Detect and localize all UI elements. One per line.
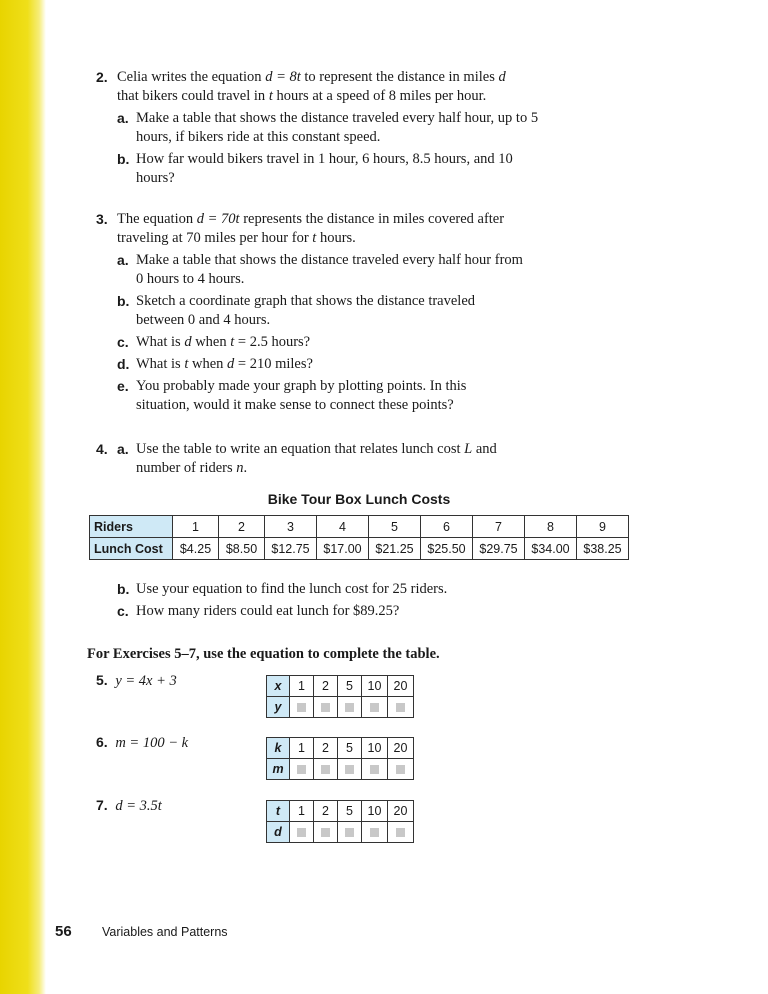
exercises-instruction: For Exercises 5–7, use the equation to complete the table. <box>87 646 440 662</box>
table-row <box>267 822 414 843</box>
table-cell: 20 <box>388 676 414 697</box>
table-cell: 2 <box>314 676 338 697</box>
exercise-5: 5. y = 4x + 3 <box>96 672 177 689</box>
question-part: a. Use the table to write an equation that relates lunch cost L and number of riders n. <box>117 441 497 476</box>
row-header: d <box>267 822 290 843</box>
table-cell: 1 <box>290 738 314 759</box>
question-part: a. Make a table that shows the distance traveled every half hour, up to 5 hours, if bikers ride at this constant speed. <box>117 110 539 145</box>
table-row <box>267 697 414 718</box>
table-cell: 5 <box>338 801 362 822</box>
table-cell: 1 <box>290 676 314 697</box>
row-header: Riders <box>90 516 173 538</box>
equation: d = 3.5t <box>115 798 162 814</box>
table-row <box>267 801 414 822</box>
table-cell: 20 <box>388 738 414 759</box>
table-cell: 2 <box>314 738 338 759</box>
exercise-5-table <box>266 675 414 718</box>
question-part: c. What is d when t = 2.5 hours? <box>117 334 311 350</box>
exercise-6: 6. m = 100 − k <box>96 734 189 751</box>
table-cell: $34.00 <box>525 538 577 560</box>
row-header: Lunch Cost <box>90 538 173 560</box>
table-row <box>267 759 414 780</box>
answer-blank[interactable] <box>338 697 362 718</box>
question-part: d. What is t when d = 210 miles? <box>117 356 313 372</box>
page-number: 56 <box>55 923 72 940</box>
answer-blank[interactable] <box>314 697 338 718</box>
row-header: y <box>267 697 290 718</box>
table-cell: 2 <box>314 801 338 822</box>
table-cell: $25.50 <box>421 538 473 560</box>
row-header: m <box>267 759 290 780</box>
question-stem: The equation d = 70t represents the distance in miles covered after traveling at 70 miles per hour for t hours. <box>117 211 505 246</box>
table-cell: 10 <box>362 801 388 822</box>
answer-blank[interactable] <box>388 759 414 780</box>
question-number: 2. <box>96 69 108 85</box>
question-part: b. Sketch a coordinate graph that shows the distance traveled between 0 and 4 hours. <box>117 293 476 328</box>
exercise-7: 7. d = 3.5t <box>96 797 162 814</box>
lunch-cost-table <box>89 515 629 560</box>
table-cell: 5 <box>338 738 362 759</box>
answer-blank[interactable] <box>338 822 362 843</box>
table-cell: $21.25 <box>369 538 421 560</box>
answer-blank[interactable] <box>388 822 414 843</box>
answer-blank[interactable] <box>362 822 388 843</box>
answer-blank[interactable] <box>388 697 414 718</box>
row-header: x <box>267 676 290 697</box>
table-cell: 1 <box>290 801 314 822</box>
table-row <box>90 516 629 538</box>
table-cell: $38.25 <box>577 538 629 560</box>
question-number: 4. <box>96 441 108 457</box>
yellow-margin-strip <box>0 0 46 994</box>
answer-blank[interactable] <box>362 697 388 718</box>
question-part: e. You probably made your graph by plotting points. In this situation, would it make sense to connect these points? <box>117 378 467 413</box>
exercise-7-table <box>266 800 414 843</box>
table-cell: 9 <box>577 516 629 538</box>
table-cell: $8.50 <box>219 538 265 560</box>
table-cell: 7 <box>473 516 525 538</box>
answer-blank[interactable] <box>290 822 314 843</box>
question-stem: Celia writes the equation d = 8t to represent the distance in miles d that bikers could travel in t hours at a speed of 8 miles per hour. <box>117 69 506 104</box>
unit-title: Variables and Patterns <box>102 925 228 939</box>
table-cell: $17.00 <box>317 538 369 560</box>
exercise-6-table <box>266 737 414 780</box>
table-cell: 10 <box>362 676 388 697</box>
table-cell: $29.75 <box>473 538 525 560</box>
question-part: b. How far would bikers travel in 1 hour, 6 hours, 8.5 hours, and 10 hours? <box>117 151 513 186</box>
table-row <box>267 738 414 759</box>
equation: m = 100 − k <box>115 735 189 751</box>
table-cell: 5 <box>369 516 421 538</box>
table-title: Bike Tour Box Lunch Costs <box>267 491 451 507</box>
table-cell: 6 <box>421 516 473 538</box>
table-cell: 8 <box>525 516 577 538</box>
answer-blank[interactable] <box>314 759 338 780</box>
table-row <box>90 538 629 560</box>
table-cell: 3 <box>265 516 317 538</box>
answer-blank[interactable] <box>290 759 314 780</box>
table-cell: $12.75 <box>265 538 317 560</box>
table-cell: 2 <box>219 516 265 538</box>
table-cell: 4 <box>317 516 369 538</box>
table-row <box>267 676 414 697</box>
question-number: 3. <box>96 211 108 227</box>
answer-blank[interactable] <box>338 759 362 780</box>
answer-blank[interactable] <box>362 759 388 780</box>
equation: y = 4x + 3 <box>115 673 177 689</box>
answer-blank[interactable] <box>290 697 314 718</box>
table-cell: 1 <box>173 516 219 538</box>
answer-blank[interactable] <box>314 822 338 843</box>
row-header: k <box>267 738 290 759</box>
table-cell: 5 <box>338 676 362 697</box>
question-part: b. Use your equation to find the lunch cost for 25 riders. <box>117 581 448 597</box>
question-part: c. How many riders could eat lunch for $89.25? <box>117 603 400 619</box>
table-cell: $4.25 <box>173 538 219 560</box>
table-cell: 20 <box>388 801 414 822</box>
row-header: t <box>267 801 290 822</box>
question-part: a. Make a table that shows the distance traveled every half hour from 0 hours to 4 hours. <box>117 252 523 287</box>
table-cell: 10 <box>362 738 388 759</box>
